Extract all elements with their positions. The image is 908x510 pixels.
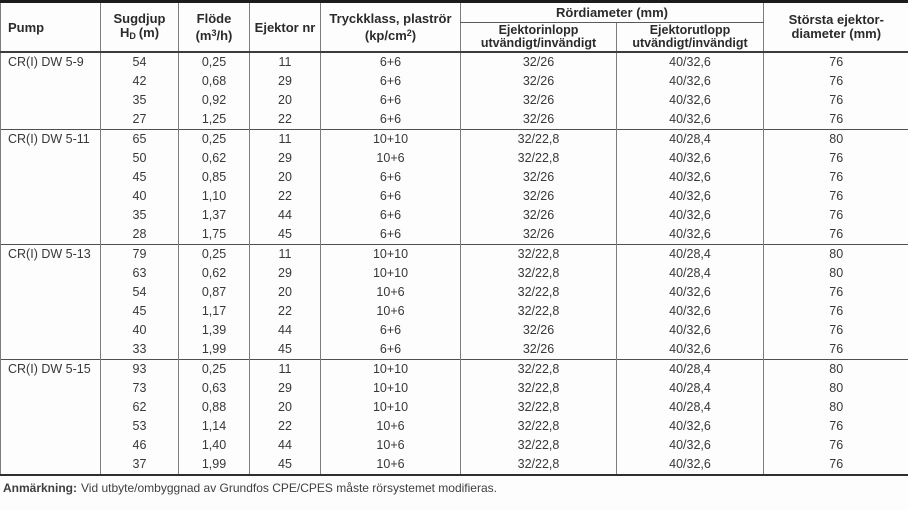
remark-label: Anmärkning: — [3, 481, 78, 495]
table-row — [1, 206, 908, 225]
data-cell: 6+6 — [321, 321, 461, 340]
data-cell: 80 — [764, 245, 908, 265]
table-row — [1, 283, 908, 302]
column-header-ejektor-nr — [250, 2, 321, 53]
data-cell: 29 — [250, 72, 321, 91]
data-cell: 6+6 — [321, 52, 461, 72]
table-row — [1, 417, 908, 436]
data-cell: 76 — [764, 206, 908, 225]
pump-header-label: Pump — [8, 19, 45, 35]
table-header — [1, 2, 908, 53]
data-cell: 0,62 — [179, 149, 250, 168]
data-cell: 0,25 — [179, 130, 250, 150]
data-cell: 40/32,6 — [617, 340, 764, 360]
data-cell: 11 — [250, 245, 321, 265]
data-cell: 40/32,6 — [617, 436, 764, 455]
data-cell: 32/26 — [461, 110, 617, 130]
data-cell: 76 — [764, 149, 908, 168]
data-cell: 40/32,6 — [617, 321, 764, 340]
data-cell: 10+10 — [321, 398, 461, 417]
data-cell: 10+10 — [321, 264, 461, 283]
pump-group — [1, 360, 908, 476]
sugdjup-line1: Sugdjup — [113, 10, 166, 26]
data-cell: 32/26 — [461, 206, 617, 225]
data-cell: 40/28,4 — [617, 264, 764, 283]
data-cell: 32/26 — [461, 340, 617, 360]
data-cell: 1,25 — [179, 110, 250, 130]
column-header-tryckklass — [321, 2, 461, 53]
data-cell: 10+6 — [321, 455, 461, 475]
pump-group — [1, 52, 908, 130]
data-cell: 1,10 — [179, 187, 250, 206]
column-header-ejektorutlopp — [617, 23, 764, 53]
table-row — [1, 149, 908, 168]
data-cell: 11 — [250, 52, 321, 72]
data-cell: 80 — [764, 398, 908, 417]
storsta-line1: Största ejektor- — [788, 12, 884, 27]
data-cell: 10+10 — [321, 130, 461, 150]
header-row-1 — [1, 2, 908, 23]
data-cell: 40/32,6 — [617, 417, 764, 436]
data-cell: 40/32,6 — [617, 225, 764, 245]
data-cell: 32/22,8 — [461, 360, 617, 380]
data-cell: 76 — [764, 72, 908, 91]
data-cell: 62 — [101, 398, 179, 417]
data-cell: 76 — [764, 340, 908, 360]
data-cell: 32/26 — [461, 72, 617, 91]
data-cell: 40/32,6 — [617, 168, 764, 187]
data-cell: 0,88 — [179, 398, 250, 417]
data-cell: 0,85 — [179, 168, 250, 187]
data-cell: 45 — [101, 302, 179, 321]
column-header-ejektorinlopp — [461, 23, 617, 53]
data-cell: 11 — [250, 360, 321, 380]
data-cell: 73 — [101, 379, 179, 398]
table-row — [1, 110, 908, 130]
data-cell: 1,40 — [179, 436, 250, 455]
data-cell: 6+6 — [321, 225, 461, 245]
data-cell: 0,68 — [179, 72, 250, 91]
data-cell: 76 — [764, 417, 908, 436]
ejektorinlopp-line2: utvändigt/invändigt — [480, 36, 597, 50]
data-cell: 40/32,6 — [617, 72, 764, 91]
data-cell: 45 — [250, 225, 321, 245]
data-cell: 76 — [764, 91, 908, 110]
column-header-rordiameter — [461, 2, 764, 23]
table-row — [1, 72, 908, 91]
ejektorinlopp-line1: Ejektorinlopp — [498, 23, 579, 37]
data-cell: 32/26 — [461, 225, 617, 245]
data-cell: 20 — [250, 168, 321, 187]
data-cell: 54 — [101, 283, 179, 302]
storsta-line2: diameter (mm) — [791, 26, 882, 41]
data-cell: 76 — [764, 225, 908, 245]
data-cell: 10+10 — [321, 379, 461, 398]
data-cell: 40 — [101, 187, 179, 206]
table-row — [1, 436, 908, 455]
data-cell: 40/32,6 — [617, 52, 764, 72]
data-cell: 28 — [101, 225, 179, 245]
table-row — [1, 52, 908, 72]
table-row — [1, 360, 908, 380]
table-row — [1, 455, 908, 475]
data-cell: 76 — [764, 52, 908, 72]
data-cell: 76 — [764, 187, 908, 206]
data-cell: 80 — [764, 379, 908, 398]
ejektor-nr-label: Ejektor nr — [254, 19, 316, 35]
data-cell: 0,25 — [179, 245, 250, 265]
column-header-sugdjup — [101, 2, 179, 53]
table-row — [1, 398, 908, 417]
data-cell: 40/32,6 — [617, 283, 764, 302]
data-cell: 40/32,6 — [617, 149, 764, 168]
data-cell: 35 — [101, 206, 179, 225]
data-cell: 10+6 — [321, 417, 461, 436]
data-cell: 45 — [101, 168, 179, 187]
data-cell: 42 — [101, 72, 179, 91]
sugdjup-line2: $H_D$ (m) — [119, 24, 160, 41]
data-cell: 20 — [250, 91, 321, 110]
data-cell: 32/26 — [461, 187, 617, 206]
data-cell: 32/22,8 — [461, 149, 617, 168]
data-cell: 80 — [764, 130, 908, 150]
data-cell: 6+6 — [321, 91, 461, 110]
data-cell: 44 — [250, 321, 321, 340]
data-cell: 0,62 — [179, 264, 250, 283]
table-row — [1, 264, 908, 283]
data-cell: 6+6 — [321, 72, 461, 91]
pump-name-cell: CR(I) DW 5-15 — [1, 360, 101, 476]
data-cell: 10+6 — [321, 283, 461, 302]
data-cell: 76 — [764, 283, 908, 302]
data-cell: 1,17 — [179, 302, 250, 321]
data-cell: 0,92 — [179, 91, 250, 110]
pump-name-cell: CR(I) DW 5-13 — [1, 245, 101, 360]
data-cell: 20 — [250, 398, 321, 417]
data-cell: 10+6 — [321, 436, 461, 455]
table-row — [1, 245, 908, 265]
data-cell: 32/22,8 — [461, 302, 617, 321]
data-cell: 33 — [101, 340, 179, 360]
data-cell: 0,87 — [179, 283, 250, 302]
data-cell: 32/22,8 — [461, 130, 617, 150]
flode-line1: Flöde — [196, 10, 232, 26]
data-cell: 27 — [101, 110, 179, 130]
data-cell: 40/28,4 — [617, 245, 764, 265]
data-cell: 29 — [250, 149, 321, 168]
data-cell: 32/22,8 — [461, 283, 617, 302]
data-cell: 76 — [764, 168, 908, 187]
data-cell: 32/22,8 — [461, 436, 617, 455]
data-cell: 40/32,6 — [617, 206, 764, 225]
tryckklass-line2: $(kp/cm^2)$ — [364, 27, 417, 43]
column-header-storsta-diameter — [764, 2, 908, 53]
data-cell: 40/28,4 — [617, 379, 764, 398]
data-cell: 6+6 — [321, 110, 461, 130]
column-header-pump — [1, 2, 101, 53]
column-header-flode — [179, 2, 250, 53]
data-cell: 50 — [101, 149, 179, 168]
data-cell: 0,25 — [179, 52, 250, 72]
data-cell: 40/28,4 — [617, 398, 764, 417]
data-cell: 0,63 — [179, 379, 250, 398]
data-cell: 32/26 — [461, 321, 617, 340]
table-row — [1, 91, 908, 110]
data-cell: 44 — [250, 206, 321, 225]
data-cell: 1,39 — [179, 321, 250, 340]
data-cell: 29 — [250, 379, 321, 398]
data-cell: 32/22,8 — [461, 417, 617, 436]
table-row — [1, 187, 908, 206]
data-cell: 22 — [250, 110, 321, 130]
flode-line2: $(m^3/h)$ — [195, 27, 233, 43]
data-cell: 20 — [250, 283, 321, 302]
table-row — [1, 302, 908, 321]
data-cell: 32/22,8 — [461, 264, 617, 283]
data-cell: 79 — [101, 245, 179, 265]
data-cell: 32/22,8 — [461, 379, 617, 398]
data-cell: 11 — [250, 130, 321, 150]
data-cell: 10+10 — [321, 245, 461, 265]
table-row — [1, 321, 908, 340]
data-cell: 10+10 — [321, 360, 461, 380]
remark-text: Vid utbyte/ombyggnad av Grundfos CPE/CPES måste rörsystemet modifieras. — [81, 481, 497, 495]
data-cell: 40/32,6 — [617, 187, 764, 206]
data-cell: 40/32,6 — [617, 91, 764, 110]
data-cell: 32/26 — [461, 52, 617, 72]
data-cell: 65 — [101, 130, 179, 150]
rordiameter-label: Rördiameter (mm) — [556, 5, 668, 20]
data-cell: 6+6 — [321, 206, 461, 225]
data-cell: 22 — [250, 302, 321, 321]
data-cell: 45 — [250, 340, 321, 360]
data-cell: 63 — [101, 264, 179, 283]
data-cell: 80 — [764, 360, 908, 380]
table-row — [1, 340, 908, 360]
data-cell: 32/22,8 — [461, 398, 617, 417]
tryckklass-line1: Tryckklass, plaströr — [329, 10, 452, 26]
data-cell: 40/28,4 — [617, 130, 764, 150]
table-row — [1, 379, 908, 398]
data-cell: 45 — [250, 455, 321, 475]
data-cell: 54 — [101, 52, 179, 72]
data-cell: 10+6 — [321, 302, 461, 321]
data-cell: 6+6 — [321, 187, 461, 206]
data-cell: 0,25 — [179, 360, 250, 380]
data-cell: 76 — [764, 302, 908, 321]
data-cell: 76 — [764, 455, 908, 475]
data-cell: 40/32,6 — [617, 110, 764, 130]
data-cell: 10+6 — [321, 149, 461, 168]
data-cell: 80 — [764, 264, 908, 283]
data-cell: 76 — [764, 110, 908, 130]
data-cell: 1,99 — [179, 340, 250, 360]
data-cell: 1,75 — [179, 225, 250, 245]
data-cell: 32/26 — [461, 168, 617, 187]
pump-group — [1, 245, 908, 360]
data-cell: 1,14 — [179, 417, 250, 436]
data-cell: 32/22,8 — [461, 455, 617, 475]
data-cell: 32/22,8 — [461, 245, 617, 265]
ejektorutlopp-line1: Ejektorutlopp — [649, 23, 731, 37]
table-row — [1, 168, 908, 187]
pump-name-cell: CR(I) DW 5-9 — [1, 52, 101, 130]
data-cell: 22 — [250, 417, 321, 436]
data-cell: 44 — [250, 436, 321, 455]
data-cell: 53 — [101, 417, 179, 436]
data-cell: 6+6 — [321, 340, 461, 360]
data-cell: 76 — [764, 436, 908, 455]
data-cell: 22 — [250, 187, 321, 206]
ejektorutlopp-line2: utvändigt/invändigt — [632, 36, 748, 50]
data-cell: 40/32,6 — [617, 455, 764, 475]
data-cell: 1,37 — [179, 206, 250, 225]
data-cell: 76 — [764, 321, 908, 340]
table-row — [1, 130, 908, 150]
data-cell: 37 — [101, 455, 179, 475]
pump-group — [1, 130, 908, 245]
pump-name-cell: CR(I) DW 5-11 — [1, 130, 101, 245]
data-cell: 46 — [101, 436, 179, 455]
data-cell: 32/26 — [461, 91, 617, 110]
data-cell: 29 — [250, 264, 321, 283]
data-cell: 40/28,4 — [617, 360, 764, 380]
data-cell: 1,99 — [179, 455, 250, 475]
data-cell: 6+6 — [321, 168, 461, 187]
data-cell: 35 — [101, 91, 179, 110]
data-cell: 40/32,6 — [617, 302, 764, 321]
data-cell: 40 — [101, 321, 179, 340]
remark-footnote — [0, 481, 908, 495]
table-row — [1, 225, 908, 245]
data-cell: 93 — [101, 360, 179, 380]
